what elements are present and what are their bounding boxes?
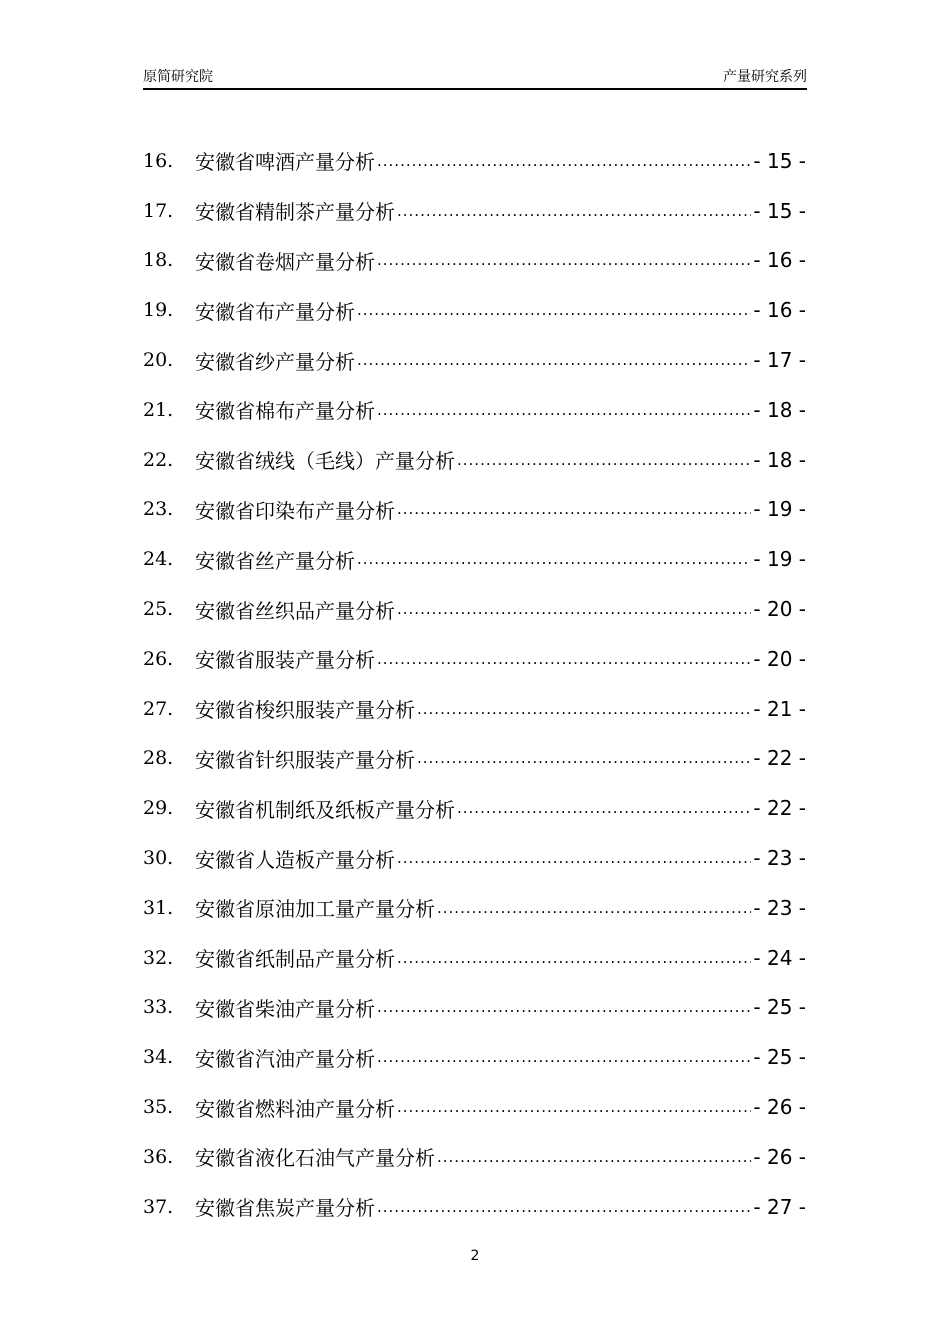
toc-entry[interactable] — [143, 1132, 806, 1182]
toc-entry-number: 33. — [143, 996, 174, 1019]
toc-entry[interactable] — [143, 236, 806, 286]
toc-entry-page: - 25 - — [753, 1045, 806, 1070]
toc-entry-number: 28. — [143, 747, 174, 770]
dot-leader — [397, 600, 751, 618]
toc-entry-page: - 15 - — [753, 148, 806, 173]
toc-entry-title: 安徽省啤酒产量分析 — [195, 150, 375, 175]
toc-entry[interactable] — [143, 285, 806, 335]
toc-entry-page: - 26 - — [753, 1095, 806, 1120]
toc-entry-page: - 27 - — [753, 1194, 806, 1219]
dot-leader — [417, 749, 751, 767]
toc-entry-title: 安徽省人造板产量分析 — [195, 847, 395, 872]
toc-entry-number: 19. — [143, 299, 174, 322]
toc-entry-title: 安徽省卷烟产量分析 — [195, 249, 375, 274]
dot-leader — [377, 1048, 751, 1066]
dot-leader — [377, 152, 751, 170]
toc-entry-title: 安徽省丝织品产量分析 — [195, 598, 395, 623]
dot-leader — [377, 401, 751, 419]
dot-leader — [397, 1098, 751, 1116]
toc-entry-page: - 22 - — [753, 796, 806, 821]
dot-leader — [457, 799, 751, 817]
dot-leader — [377, 998, 751, 1016]
toc-entry[interactable] — [143, 335, 806, 385]
toc-entry-number: 22. — [143, 448, 174, 471]
toc-entry-title: 安徽省液化石油气产量分析 — [195, 1146, 435, 1171]
toc-entry-page: - 19 - — [753, 497, 806, 522]
toc-entry-title: 安徽省焦炭产量分析 — [195, 1196, 375, 1221]
dot-leader — [397, 949, 751, 967]
toc-entry-title: 安徽省丝产量分析 — [195, 548, 355, 573]
dot-leader — [437, 899, 751, 917]
toc-entry-title: 安徽省汽油产量分析 — [195, 1046, 375, 1071]
dot-leader — [377, 1198, 751, 1216]
toc-entry[interactable] — [143, 1032, 806, 1082]
toc-entry-page: - 18 - — [753, 447, 806, 472]
toc-entry-number: 26. — [143, 647, 174, 670]
toc-entry-page: - 23 - — [753, 846, 806, 871]
dot-leader — [357, 550, 751, 568]
toc-entry-number: 17. — [143, 199, 174, 222]
toc-entry-title: 安徽省梭织服装产量分析 — [195, 698, 415, 723]
toc-entry-number: 23. — [143, 498, 174, 521]
toc-entry[interactable] — [143, 1082, 806, 1132]
dot-leader — [417, 700, 751, 718]
toc-entry-title: 安徽省纱产量分析 — [195, 349, 355, 374]
toc-entry[interactable] — [143, 833, 806, 883]
toc-entry[interactable] — [143, 534, 806, 584]
toc-entry-page: - 20 - — [753, 646, 806, 671]
toc-entry-title: 安徽省印染布产量分析 — [195, 498, 395, 523]
toc-entry-title: 安徽省纸制品产量分析 — [195, 947, 395, 972]
dot-leader — [397, 500, 751, 518]
dot-leader — [377, 251, 751, 269]
toc-entry-number: 35. — [143, 1096, 174, 1119]
toc-entry-number: 36. — [143, 1145, 174, 1168]
dot-leader — [397, 202, 751, 220]
toc-entry-number: 32. — [143, 946, 174, 969]
toc-entry-page: - 26 - — [753, 1144, 806, 1169]
toc-entry[interactable] — [143, 983, 806, 1033]
toc-entry-number: 31. — [143, 896, 174, 919]
toc-entry[interactable] — [143, 385, 806, 435]
toc-entry-number: 27. — [143, 697, 174, 720]
toc-entry-number: 21. — [143, 398, 174, 421]
toc-entry[interactable] — [143, 933, 806, 983]
toc-entry[interactable] — [143, 634, 806, 684]
toc-entry-page: - 20 - — [753, 597, 806, 622]
toc-entry-page: - 19 - — [753, 547, 806, 572]
toc-entry-number: 30. — [143, 847, 174, 870]
page-number: 2 — [470, 1248, 480, 1264]
toc-entry-title: 安徽省柴油产量分析 — [195, 996, 375, 1021]
toc-entry-page: - 16 - — [753, 298, 806, 323]
header-organization: 原简研究院 — [143, 69, 213, 85]
dot-leader — [377, 650, 751, 668]
toc-entry-title: 安徽省机制纸及纸板产量分析 — [195, 797, 455, 822]
dot-leader — [397, 849, 751, 867]
toc-entry-page: - 15 - — [753, 198, 806, 223]
table-of-contents — [143, 136, 806, 1232]
dot-leader — [437, 1148, 751, 1166]
toc-entry-number: 24. — [143, 548, 174, 571]
toc-entry-title: 安徽省精制茶产量分析 — [195, 200, 395, 225]
toc-entry-number: 29. — [143, 797, 174, 820]
toc-entry[interactable] — [143, 734, 806, 784]
toc-entry-page: - 22 - — [753, 746, 806, 771]
toc-entry-title: 安徽省原油加工量产量分析 — [195, 897, 435, 922]
toc-entry[interactable] — [143, 435, 806, 485]
toc-entry[interactable] — [143, 485, 806, 535]
toc-entry-title: 安徽省棉布产量分析 — [195, 399, 375, 424]
toc-entry-number: 18. — [143, 249, 174, 272]
page-header — [143, 66, 807, 90]
toc-entry-page: - 25 - — [753, 995, 806, 1020]
toc-entry[interactable] — [143, 584, 806, 634]
dot-leader — [457, 451, 751, 469]
dot-leader — [357, 301, 751, 319]
toc-entry-number: 37. — [143, 1195, 174, 1218]
toc-entry[interactable] — [143, 136, 806, 186]
toc-entry-number: 34. — [143, 1046, 174, 1069]
toc-entry-title: 安徽省燃料油产量分析 — [195, 1096, 395, 1121]
toc-entry[interactable] — [143, 186, 806, 236]
toc-entry[interactable] — [143, 883, 806, 933]
dot-leader — [357, 351, 751, 369]
toc-entry-page: - 16 - — [753, 248, 806, 273]
toc-entry-number: 25. — [143, 598, 174, 621]
toc-entry-page: - 18 - — [753, 397, 806, 422]
toc-entry-page: - 21 - — [753, 696, 806, 721]
toc-entry-number: 16. — [143, 149, 174, 172]
toc-entry-title: 安徽省绒线（毛线）产量分析 — [195, 449, 455, 474]
toc-entry-number: 20. — [143, 349, 174, 372]
header-series: 产量研究系列 — [723, 69, 807, 85]
toc-entry-page: - 17 - — [753, 348, 806, 373]
toc-entry-title: 安徽省针织服装产量分析 — [195, 747, 415, 772]
toc-entry-page: - 24 - — [753, 945, 806, 970]
toc-entry[interactable] — [143, 684, 806, 734]
toc-entry[interactable] — [143, 1182, 806, 1232]
toc-entry-title: 安徽省布产量分析 — [195, 299, 355, 324]
toc-entry-title: 安徽省服装产量分析 — [195, 648, 375, 673]
toc-entry[interactable] — [143, 783, 806, 833]
toc-entry-page: - 23 - — [753, 895, 806, 920]
